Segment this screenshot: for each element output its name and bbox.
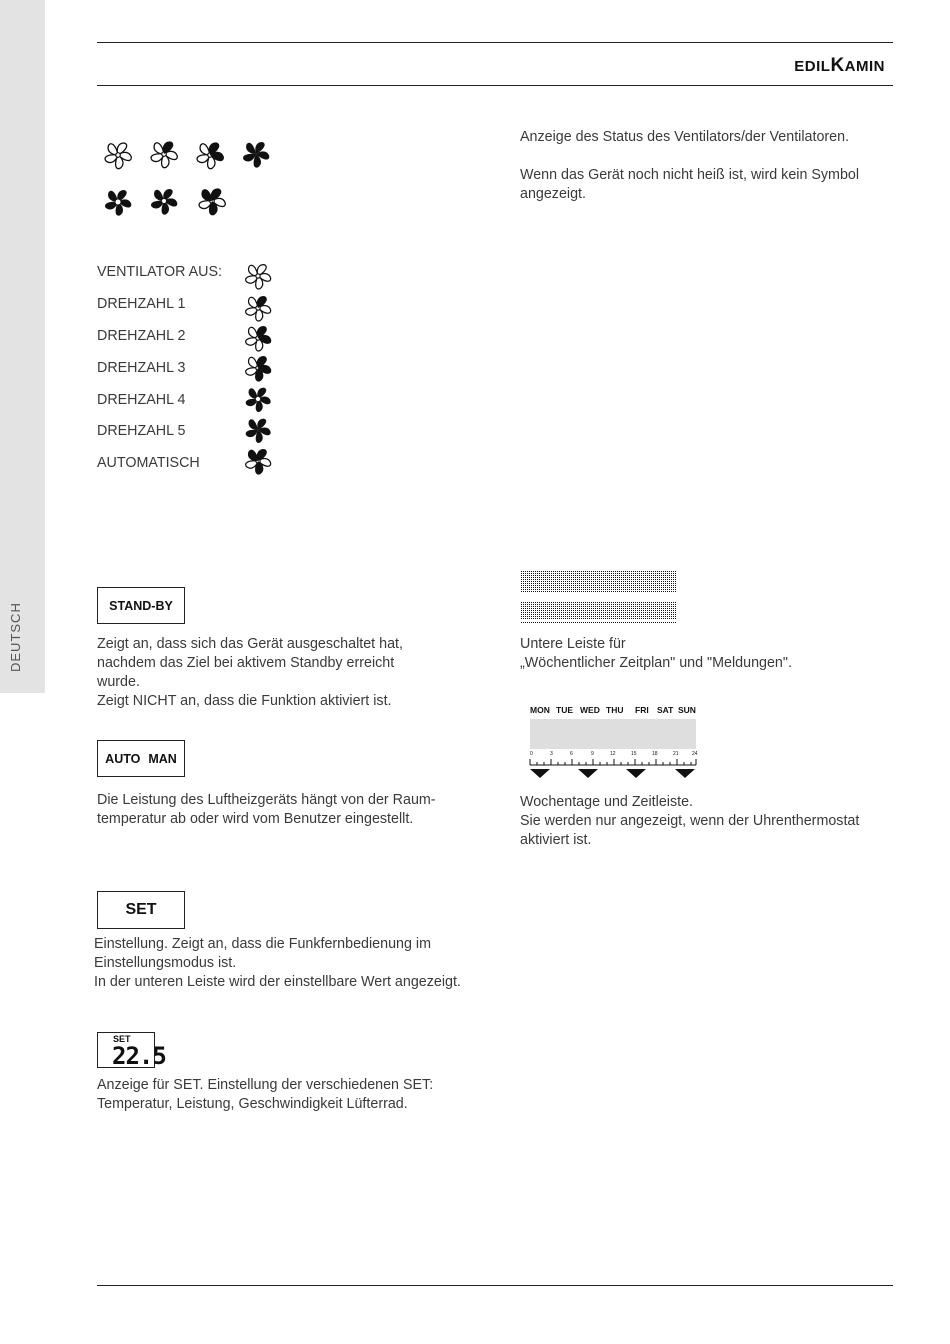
fan-level-label: DREHZAHL 5 [97, 423, 186, 439]
hour-label: 6 [570, 751, 573, 757]
hour-label: 15 [631, 751, 637, 757]
hour-label: 21 [673, 751, 679, 757]
header-rule-bottom [97, 85, 893, 86]
bottom-bar-dot-matrix [521, 571, 677, 624]
footer-rule [97, 1285, 893, 1286]
set-badge: SET [97, 891, 185, 929]
fan-icons-overview [96, 130, 280, 226]
fan-speed-5-icon [245, 419, 272, 444]
weekday-label: THU [606, 705, 624, 715]
fan-level-label: DREHZAHL 3 [97, 360, 186, 376]
weekday-label: TUE [556, 705, 573, 715]
time-marker [675, 769, 695, 778]
hour-label: 0 [530, 751, 533, 757]
fan-status-text: Anzeige des Status des Ventilators/der Ventilatoren. [520, 129, 850, 145]
brand-logo: EDILKAMIN [794, 55, 885, 76]
weekday-label: MON [530, 705, 550, 715]
fan-speed-3-icon [242, 142, 270, 169]
standby-description: Zeigt an, dass sich das Gerät ausgeschaltet hat, nachdem das Ziel bei aktivem Standby erreicht wurde. Zeigt NICHT an, dass die Funktion aktiviert ist. [97, 636, 403, 709]
set-value-label: SET [113, 1034, 131, 1044]
fan-no-symbol-text: Wenn das Gerät noch nicht heiß ist, wird kein Symbol angezeigt. [520, 167, 860, 202]
automan-badge: AUTO MAN [97, 740, 185, 777]
weekday-labels [528, 705, 698, 717]
fan-level-icons [244, 262, 274, 476]
fan-level-label: DREHZAHL 4 [97, 392, 186, 408]
language-sidebar [0, 0, 45, 693]
header-rule-top [97, 42, 893, 43]
fan-level-label: DREHZAHL 2 [97, 328, 186, 344]
fan-speed-4-icon [104, 190, 132, 217]
language-label: DEUTSCH [8, 602, 23, 672]
weekday-label: SAT [657, 705, 674, 715]
bottom-bar-description: Untere Leiste für „Wöchentlicher Zeitplan" und "Meldungen". [520, 636, 792, 671]
fan-speed-2-icon [245, 327, 272, 352]
set-description: Einstellung. Zeigt an, dass die Funkfernbedienung im Einstellungsmodus ist. In der unteren Leiste wird der einstellbare Wert angezeigt. [94, 936, 461, 990]
fan-auto-icon [245, 450, 272, 475]
fan-level-label: AUTOMATISCH [97, 455, 200, 471]
fan-level-label: DREHZAHL 1 [97, 296, 186, 312]
standby-badge: STAND-BY [97, 587, 185, 624]
fan-level-label: VENTILATOR AUS: [97, 264, 222, 280]
hour-label: 9 [591, 751, 594, 757]
fan-speed-4-icon [245, 388, 272, 413]
week-schedule-area [530, 719, 696, 749]
hour-label: 24 [692, 751, 698, 757]
weekday-label: SUN [678, 705, 696, 715]
time-ruler [528, 757, 700, 781]
time-marker [530, 769, 550, 778]
automan-description: Die Leistung des Luftheizgeräts hängt von der Raum- temperatur ab oder wird vom Benutzer eingestellt. [97, 792, 436, 827]
time-marker [578, 769, 598, 778]
fan-auto-icon [198, 189, 226, 216]
week-bar-description: Wochentage und Zeitleiste. Sie werden nur angezeigt, wenn der Uhrenthermostat aktiviert ist. [520, 794, 860, 848]
hour-label: 18 [652, 751, 658, 757]
set-value-description: Anzeige für SET. Einstellung der verschiedenen SET: Temperatur, Leistung, Geschwindigkeit Lüfterrad. [97, 1077, 434, 1112]
set-value-display [97, 1032, 166, 1070]
fan-off-icon [104, 143, 132, 170]
set-value-number: 22.5 [112, 1042, 166, 1070]
fan-speed-3-icon [245, 357, 272, 382]
weekday-label: FRI [635, 705, 649, 715]
fan-speed-1-icon [245, 297, 272, 322]
fan-speed-1-icon [150, 142, 178, 169]
hour-label: 3 [550, 751, 553, 757]
fan-speed-5-icon [150, 189, 178, 216]
fan-off-icon [245, 265, 272, 290]
weekday-label: WED [580, 705, 600, 715]
fan-speed-2-icon [196, 143, 224, 170]
hour-label: 12 [610, 751, 616, 757]
time-marker [626, 769, 646, 778]
